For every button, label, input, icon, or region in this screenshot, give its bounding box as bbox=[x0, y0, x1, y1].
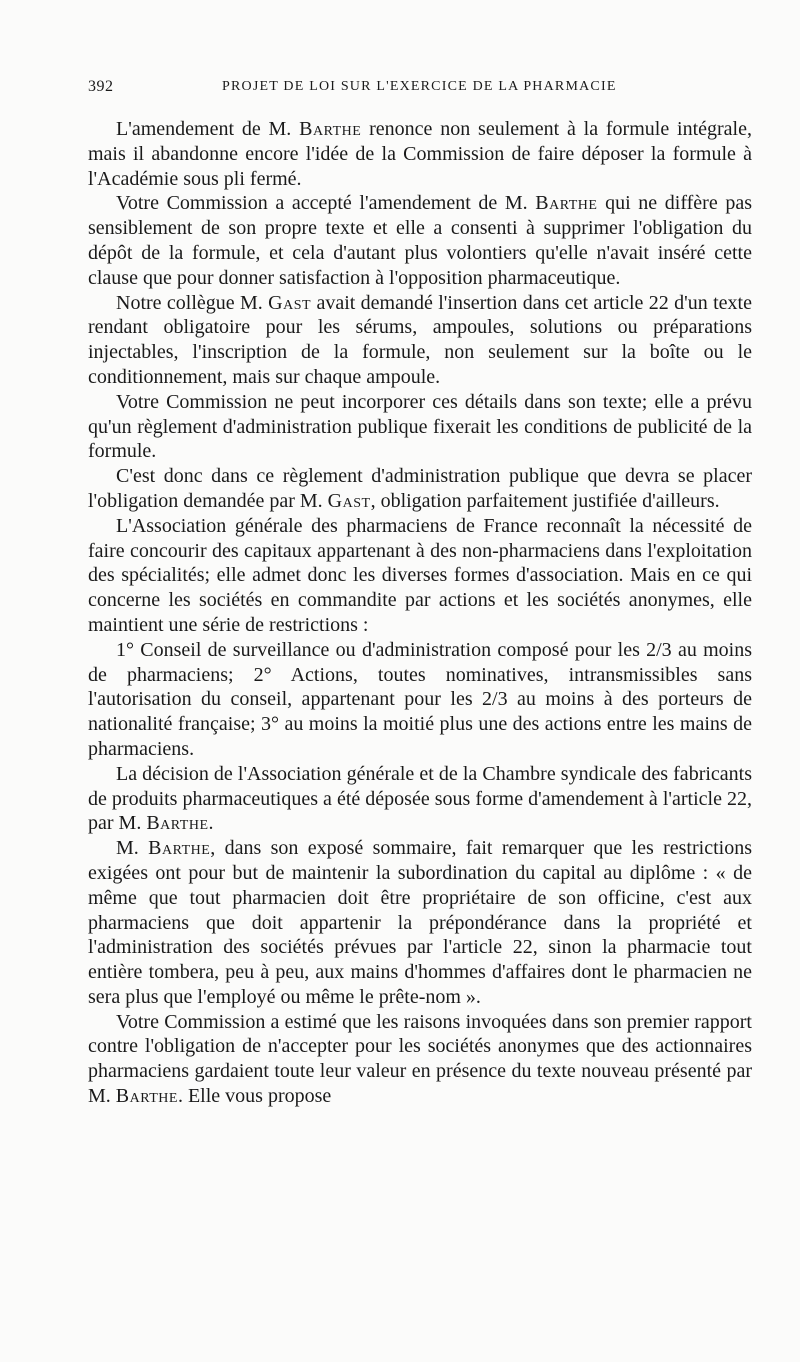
running-head: PROJET DE LOI SUR L'EXERCICE DE LA PHARMACIE bbox=[222, 79, 617, 94]
paragraph: Votre Commission a accepté l'amendement de M. Barthe qui ne diffère pas sensiblement de son propre texte et elle a consenti à supprimer l'obligation du dépôt de la formule, et cela d'autant plus volontiers qu'elle n'avait inséré cette clause que pour donner satisfaction à l'opposition pharmaceutique. bbox=[88, 192, 752, 289]
paragraph: C'est donc dans ce règlement d'administration publique que devra se placer l'obligation demandée par M. Gast, obligation parfaitement justifiée d'ailleurs. bbox=[88, 465, 752, 512]
page-number: 392 bbox=[88, 78, 114, 95]
page-header bbox=[88, 78, 764, 100]
body-text bbox=[88, 117, 752, 1109]
paragraph: L'Association générale des pharmaciens de France reconnaît la nécessité de faire concourir des capitaux appartenant à des non-pharmaciens dans l'exploitation des spécialités; elle admet donc les diverses formes d'association. Mais en ce qui concerne les sociétés en commandite par actions et les sociétés anonymes, elle maintient une série de restrictions : bbox=[88, 514, 752, 636]
paragraph: L'amendement de M. Barthe renonce non seulement à la formule intégrale, mais il abandonne encore l'idée de la Commission de faire déposer la formule à l'Académie sous pli fermé. bbox=[88, 118, 752, 190]
paragraph: Notre collègue M. Gast avait demandé l'insertion dans cet article 22 d'un texte rendant obligatoire pour les sérums, ampoules, solutions ou préparations injectables, l'inscription de la formule, non seulement sur la boîte ou le conditionnement, mais sur chaque ampoule. bbox=[88, 291, 752, 388]
person-name: Gast bbox=[327, 489, 371, 512]
paragraph: 1° Conseil de surveillance ou d'administration composé pour les 2/3 au moins de pharmaciens; 2° Actions, toutes nominatives, intransmissibles sans l'autorisation du conseil, appartenant pour les 2/3 au moins à des porteurs de nationalité française; 3° au moins la moitié plus une des actions entre les mains de pharmaciens. bbox=[88, 638, 752, 760]
person-name: Barthe bbox=[299, 118, 362, 140]
paragraph: Votre Commission a estimé que les raisons invoquées dans son premier rapport contre l'obligation de n'accepter pour les sociétés anonymes que des actionnaires pharmaciens gardaient toute leur valeur en présence du texte nouveau présenté par M. Barthe. Elle vous propose bbox=[88, 1010, 752, 1108]
paragraph: Votre Commission ne peut incorporer ces détails dans son texte; elle a prévu qu'un règlement d'administration publique fixerait les conditions de publicité de la formule. bbox=[88, 390, 752, 463]
person-name: Barthe bbox=[146, 812, 209, 835]
person-name: Barthe bbox=[535, 192, 598, 215]
paragraph: M. Barthe, dans son exposé sommaire, fait remarquer que les restrictions exigées ont pour but de maintenir la subordination du capital au diplôme : « de même que tout pharmacien doit être propriétaire de son officine, c'est aux pharmaciens que doit appartenir la prépondérance dans la propriété et l'administration des sociétés prévues par l'article 22, sinon la pharmacie tout entière tombera, peu à peu, aux mains d'hommes d'affaires dont le pharmacien ne sera plus que l'employé ou même le prête-nom ». bbox=[88, 837, 752, 1008]
person-name: Gast bbox=[268, 291, 312, 314]
person-name: Barthe bbox=[115, 1085, 178, 1108]
paragraph: La décision de l'Association générale et de la Chambre syndicale des fabricants de produits pharmaceutiques a été déposée sous forme d'amendement à l'article 22, par M. Barthe. bbox=[88, 762, 752, 835]
person-name: Barthe bbox=[148, 837, 211, 860]
